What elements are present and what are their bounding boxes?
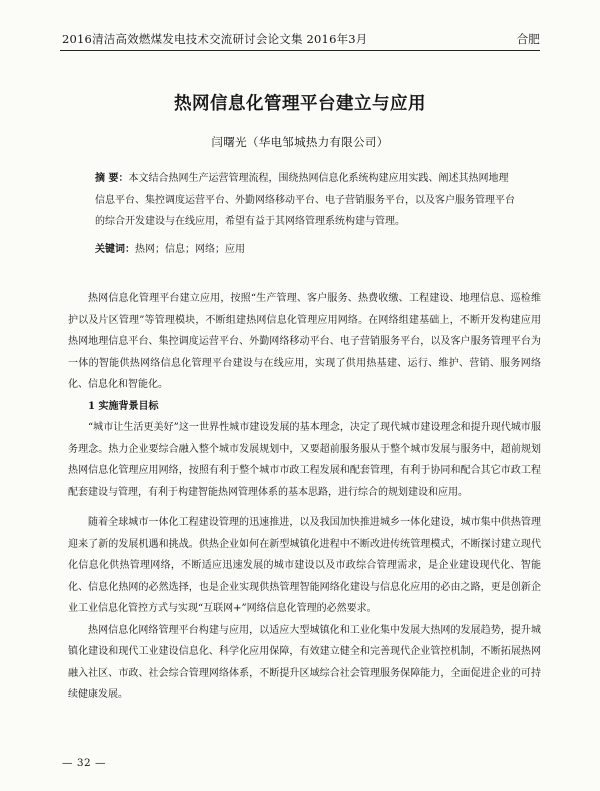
body-paragraph-1: 热网信息化管理平台建立应用，按照“生产管理、客户服务、热费收缴、工程建设、地理信息、巡检维护以及片区管理”等管理模块，不断组建热网信息化管理应用网络。在网络组建基础上，不断开发构建应用热网地理信息平台、集控调度运营平台、外勤网络移动平台、电子营销服务平台，以及客户服务管理平台为一体的智能供热网络信息化管理平台建设与在线应用，实现了供用热基建、运行、维护、营销、服务网络化、信息化和智能化。 — [68, 293, 541, 390]
running-header — [62, 31, 540, 47]
paper-author: 闫曙光（华电邹城热力有限公司） — [211, 135, 389, 149]
paper-title: 热网信息化管理平台建立与应用 — [174, 94, 426, 114]
keywords-label: 关键词： — [95, 244, 135, 255]
section-heading-1: 1 实施背景目标 — [88, 400, 159, 412]
keywords — [95, 240, 515, 260]
abstract — [95, 168, 515, 233]
body-paragraph-2: “城市让生活更美好”这一世界性城市建设发展的基本理念，决定了现代城市建设理念和提升现代城市服务理念。热力企业要综合融入整个城市发展规划中，又要超前服务服从于整个城市发展与服务中，超前规划热网信息化管理应用网络，按照有利于整个城市市政工程发展和配套管理，有利于协同和配合其它市政工程配套建设与管理，有利于构建智能热网管理体系的基本思路，进行综合的规划建设和应用。 — [68, 422, 541, 498]
header-rule — [60, 50, 540, 51]
abstract-label: 摘 要： — [95, 173, 129, 184]
running-header-title: 2016清洁高效燃煤发电技术交流研讨会论文集 2016年3月 — [62, 32, 368, 46]
body-paragraph-4: 热网信息化网络管理平台构建与应用，以适应大型城镇化和工业化集中发展大热网的发展趋势，提升城镇化建设和现代工业建设信息化、科学化应用保障，有效建立健全和完善现代企业管控机制，不断拓展热网融入社区、市政、社会综合管理网络体系，不断提升区域综合社会管理服务保障能力，全面促进企业的可持续健康发展。 — [68, 624, 541, 700]
body-text — [68, 288, 541, 706]
abstract-text: 本文结合热网生产运营管理流程，围绕热网信息化系统构建应用实践、阐述其热网地理信息平台、集控调度运营平台、外勤网络移动平台、电子营销服务平台，以及客户服务管理平台的综合开发建设与在线应用，希望有益于其网络管理系统构建与管理。 — [95, 173, 515, 227]
keywords-text: 热网；信息；网络；应用 — [135, 244, 245, 255]
body-paragraph-3: 随着全球城市一体化工程建设管理的迅速推进，以及我国加快推进城乡一体化建设，城市集中供热管理迎来了新的发展机遇和挑战。供热企业如何在新型城镇化进程中不断改进传统管理模式，不断探讨建立现代化信息化供热管理网络，不断适应迅速发展的城市建设以及市政综合管理需求，是企业建设现代化、智能化、信息化热网的必然选择，也是企业实现供热管理智能网络化建设与信息化应用的必由之路，更是创新企业工业信息化管控方式与实现“互联网+”网络信息化管理的必然要求。 — [68, 517, 541, 614]
running-header-location: 合肥 — [516, 32, 540, 46]
page-number: — 32 — — [62, 757, 107, 769]
